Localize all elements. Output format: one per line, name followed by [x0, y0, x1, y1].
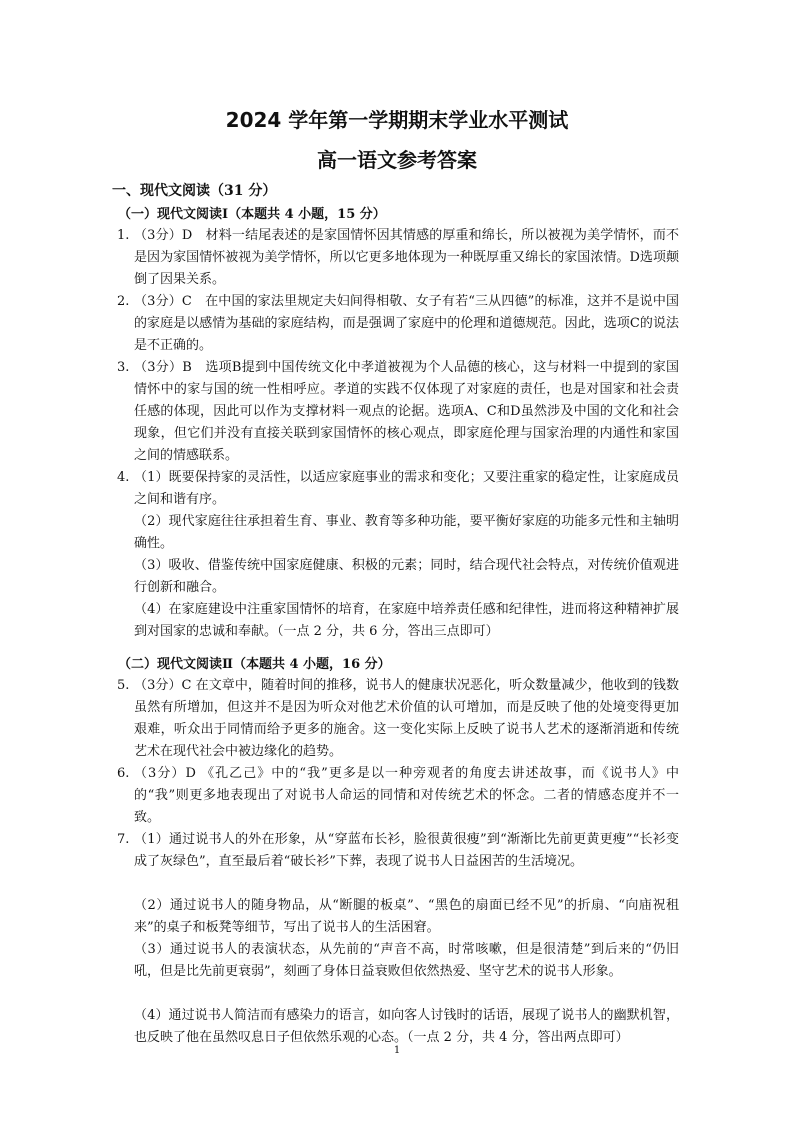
item-number: 7. — [117, 832, 130, 847]
part-heading-reading-1: （一）现代文阅读Ⅰ（本题共 4 小题，15 分） — [118, 207, 386, 222]
answer-item-3 — [117, 357, 679, 467]
answer-point: （4）通过说书人简洁而有感染力的语言，如向客人讨钱时的话语，展现了说书人的幽默机智，也反映了他在虽然叹息日子但依然乐观的心态。（一点 2 分，共 4 分，答出两点即可） — [134, 1008, 679, 1045]
item-number: 5. — [117, 678, 130, 693]
answer-point: （3）通过说书人的表演状态，从先前的“声音不高，时常咳嗽，但是很清楚”到后来的“仍旧吼，但是比先前更衰弱”，刻画了身体日益衰败但依然热爱、坚守艺术的说书人形象。 — [134, 942, 679, 979]
section-heading-modern-reading: 一、现代文阅读（31 分） — [112, 183, 277, 199]
answer-item-2 — [117, 291, 679, 357]
answer-item-6 — [117, 763, 679, 829]
exam-subtitle: 高一语文参考答案 — [317, 148, 477, 172]
answer-point: （2）通过说书人的随身物品，从“断腿的板桌”、“黑色的扇面已经不见”的折扇、“向庙祝租来”的桌子和板凳等细节，写出了说书人的生活困窘。 — [134, 898, 679, 935]
item-text: （3分）D 《孔乙己》中的“我”更多是以一种旁观者的角度去讲述故事，而《说书人》中的“我”则更多地表现出了对说书人命运的同情和对传统艺术的怀念。二者的情感态度并不一致。 — [134, 766, 679, 825]
item-text: （3分）C 在中国的家法里规定夫妇间得相敬、女子有若“三从四德”的标准，这并不是说中国的家庭是以感情为基础的家庭结构，而是强调了家庭中的伦理和道德规范。因此，选项C的说法是不正确的。 — [134, 294, 679, 353]
item-text: （1）既要保持家的灵活性，以适应家庭事业的需求和变化；又要注重家的稳定性，让家庭成员之间和谐有序。 — [134, 470, 679, 507]
answer-item-1 — [117, 225, 679, 291]
item-number: 1. — [117, 228, 130, 243]
item-text: （3分）D 材料一结尾表述的是家国情怀因其情感的厚重和绵长，所以被视为美学情怀，而不是因为家国情怀被视为美学情怀，所以它更多地体现为一种既厚重又绵长的家国浓情。D选项颠倒了因果关系。 — [134, 228, 679, 287]
answer-item-7 — [117, 829, 679, 873]
answer-point: （4）在家庭建设中注重家国情怀的培育，在家庭中培养责任感和纪律性，进而将这种精神扩展到对国家的忠诚和奉献。（一点 2 分，共 6 分，答出三点即可） — [134, 602, 679, 639]
answer-item-5 — [117, 675, 679, 763]
item-number: 3. — [117, 360, 130, 375]
answer-item-4 — [117, 467, 679, 511]
item-text: （3分）B 选项B提到中国传统文化中孝道被视为个人品德的核心，这与材料一中提到的家国情怀中的家与国的统一性相呼应。孝道的实践不仅体现了对家庭的责任，也是对国家和社会责任感的体现，因此可以作为支撑材料一观点的论据。选项A、C和D虽然涉及中国的文化和社会现象，但它们并没有直接关联到家国情怀的核心观点，即家庭伦理与国家治理的内通性和家国之间的情感联系。 — [134, 360, 679, 463]
part-heading-reading-2: （二）现代文阅读Ⅱ（本题共 4 小题，16 分） — [118, 657, 391, 672]
item-number: 2. — [117, 294, 130, 309]
page-number: 1 — [393, 1045, 401, 1056]
item-number: 4. — [117, 470, 130, 485]
item-number: 6. — [117, 766, 130, 781]
item-text: （3分）C 在文章中，随着时间的推移，说书人的健康状况恶化，听众数量减少，他收到的钱数虽然有所增加，但这并不是因为听众对他艺术价值的认可增加，而是反映了他的处境变得更加艰难，听众出于同情而给予更多的施舍。这一变化实际上反映了说书人艺术的逐渐消逝和传统艺术在现代社会中被边缘化的趋势。 — [134, 678, 679, 759]
answer-point: （2）现代家庭往往承担着生育、事业、教育等多种功能，要平衡好家庭的功能多元性和主轴明确性。 — [134, 514, 679, 551]
exam-title: 2024 学年第一学期期末学业水平测试 — [225, 108, 569, 132]
answer-point: （3）吸收、借鉴传统中国家庭健康、积极的元素；同时，结合现代社会特点，对传统价值观进行创新和融合。 — [134, 558, 679, 595]
item-text: （1）通过说书人的外在形象，从“穿蓝布长衫，脸很黄很瘦”到“渐渐比先前更黄更瘦”“长衫变成了灰绿色”，直至最后着“破长衫”下葬，表现了说书人日益困苦的生活境况。 — [134, 832, 679, 869]
